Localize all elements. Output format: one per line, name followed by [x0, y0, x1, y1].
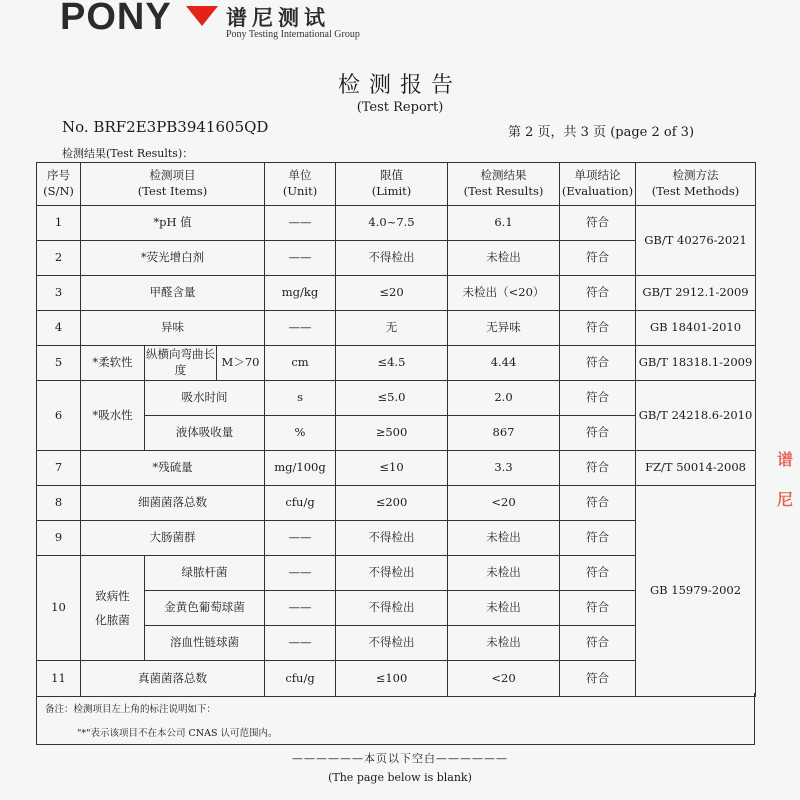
header-unit: 单位 (Unit) [265, 163, 336, 206]
row-result: <20 [448, 486, 560, 521]
row-item: *残硫量 [81, 451, 265, 486]
table-row [37, 346, 756, 381]
row-result: 未检出 [448, 626, 560, 661]
row-limit: 4.0~7.5 [336, 206, 448, 241]
row-limit: 不得检出 [336, 521, 448, 556]
page-info: 第 2 页，共 3 页 (page 2 of 3) [508, 125, 695, 140]
header-item: 检测项目 (Test Items) [81, 163, 265, 206]
row-sn: 10 [37, 556, 81, 661]
row-eval: 符合 [560, 241, 636, 276]
row-condition: M＞70 [217, 346, 265, 381]
header-eval: 单项结论 (Evaluation) [560, 163, 636, 206]
row-unit: s [265, 381, 336, 416]
report-subtitle: (Test Report) [356, 100, 444, 115]
row-sn: 2 [37, 241, 81, 276]
row-result: 未检出 [448, 556, 560, 591]
row-eval: 符合 [560, 486, 636, 521]
row-eval: 符合 [560, 346, 636, 381]
row-result: 未检出 [448, 521, 560, 556]
row-limit: ≥500 [336, 416, 448, 451]
row-item: 致病性 化脓菌 [81, 556, 145, 661]
row-method: GB/T 18318.1-2009 [636, 346, 756, 381]
row-result: 4.44 [448, 346, 560, 381]
row-limit: ≤10 [336, 451, 448, 486]
row-method: FZ/T 50014-2008 [636, 451, 756, 486]
row-result: 无异味 [448, 311, 560, 346]
logo-chinese-name: 谱尼测试 [226, 6, 330, 30]
row-item: 异味 [81, 311, 265, 346]
row-eval: 符合 [560, 556, 636, 591]
table-row [37, 451, 756, 486]
row-result: 3.3 [448, 451, 560, 486]
table-row [37, 381, 756, 416]
table-row [37, 206, 756, 241]
seal-stamp-icon: 谱尼 [776, 450, 793, 509]
row-method: GB 15979-2002 [636, 486, 756, 697]
row-sn: 4 [37, 311, 81, 346]
row-method: GB/T 40276-2021 [636, 206, 756, 276]
row-item: 真菌菌落总数 [81, 661, 265, 697]
row-eval: 符合 [560, 311, 636, 346]
table-row [37, 486, 756, 521]
row-eval: 符合 [560, 591, 636, 626]
row-subitem: 绿脓杆菌 [145, 556, 265, 591]
row-subitem: 溶血性链球菌 [145, 626, 265, 661]
row-limit: ≤20 [336, 276, 448, 311]
row-limit: 不得检出 [336, 241, 448, 276]
row-eval: 符合 [560, 661, 636, 697]
row-eval: 符合 [560, 521, 636, 556]
row-unit: —— [265, 241, 336, 276]
results-table [36, 162, 756, 697]
row-item: 甲醛含量 [81, 276, 265, 311]
row-unit: cfu/g [265, 486, 336, 521]
header-result: 检测结果 (Test Results) [448, 163, 560, 206]
row-result: 6.1 [448, 206, 560, 241]
row-limit: ≤5.0 [336, 381, 448, 416]
row-limit: 不得检出 [336, 556, 448, 591]
row-result: <20 [448, 661, 560, 697]
row-eval: 符合 [560, 416, 636, 451]
header-sn: 序号 (S/N) [37, 163, 81, 206]
row-result: 未检出 [448, 591, 560, 626]
row-sn: 11 [37, 661, 81, 697]
row-unit: —— [265, 591, 336, 626]
row-method: GB 18401-2010 [636, 311, 756, 346]
row-unit: —— [265, 206, 336, 241]
logo-wordmark: PONY [60, 0, 172, 38]
row-item: *pH 值 [81, 206, 265, 241]
row-sn: 8 [37, 486, 81, 521]
row-eval: 符合 [560, 206, 636, 241]
row-unit: —— [265, 556, 336, 591]
note-line-1: 备注：检测项目左上角的标注说明如下： [45, 704, 217, 715]
row-sn: 1 [37, 206, 81, 241]
row-result: 867 [448, 416, 560, 451]
row-item: 细菌菌落总数 [81, 486, 265, 521]
row-item: *吸水性 [81, 381, 145, 451]
row-sn: 5 [37, 346, 81, 381]
row-unit: % [265, 416, 336, 451]
notes-box [36, 693, 755, 745]
row-unit: cm [265, 346, 336, 381]
row-limit: 不得检出 [336, 591, 448, 626]
row-result: 2.0 [448, 381, 560, 416]
note-line-2: "*"表示该项目不在本公司 CNAS 认可范围内。 [77, 728, 278, 739]
header-limit: 限值 (Limit) [336, 163, 448, 206]
row-sn: 6 [37, 381, 81, 451]
row-unit: —— [265, 521, 336, 556]
row-limit: 不得检出 [336, 626, 448, 661]
page-blank-notice: ——————本页以下空白—————— [292, 752, 508, 765]
row-unit: mg/100g [265, 451, 336, 486]
row-eval: 符合 [560, 381, 636, 416]
header-method: 检测方法 (Test Methods) [636, 163, 756, 206]
table-header-row [37, 163, 756, 206]
row-sn: 9 [37, 521, 81, 556]
row-subitem: 纵横向弯曲长度 [145, 346, 217, 381]
row-item: *荧光增白剂 [81, 241, 265, 276]
row-method: GB/T 2912.1-2009 [636, 276, 756, 311]
row-subitem: 吸水时间 [145, 381, 265, 416]
table-row [37, 276, 756, 311]
table-row [37, 311, 756, 346]
row-eval: 符合 [560, 451, 636, 486]
row-unit: —— [265, 626, 336, 661]
row-limit: 无 [336, 311, 448, 346]
row-limit: ≤4.5 [336, 346, 448, 381]
row-eval: 符合 [560, 276, 636, 311]
row-result: 未检出 [448, 241, 560, 276]
logo-english-name: Pony Testing International Group [226, 29, 360, 40]
report-number: No. BRF2E3PB3941605QD [62, 118, 269, 136]
row-eval: 符合 [560, 626, 636, 661]
report-title: 检测报告 [337, 73, 462, 98]
row-unit: —— [265, 311, 336, 346]
row-subitem: 液体吸收量 [145, 416, 265, 451]
row-result: 未检出（<20） [448, 276, 560, 311]
row-limit: ≤200 [336, 486, 448, 521]
row-limit: ≤100 [336, 661, 448, 697]
row-sn: 3 [37, 276, 81, 311]
page-blank-notice-en: (The page below is blank) [328, 771, 472, 784]
row-item: 大肠菌群 [81, 521, 265, 556]
row-method: GB/T 24218.6-2010 [636, 381, 756, 451]
row-unit: cfu/g [265, 661, 336, 697]
results-label: 检测结果(Test Results)： [62, 147, 194, 160]
row-unit: mg/kg [265, 276, 336, 311]
row-sn: 7 [37, 451, 81, 486]
row-item: *柔软性 [81, 346, 145, 381]
row-subitem: 金黄色葡萄球菌 [145, 591, 265, 626]
